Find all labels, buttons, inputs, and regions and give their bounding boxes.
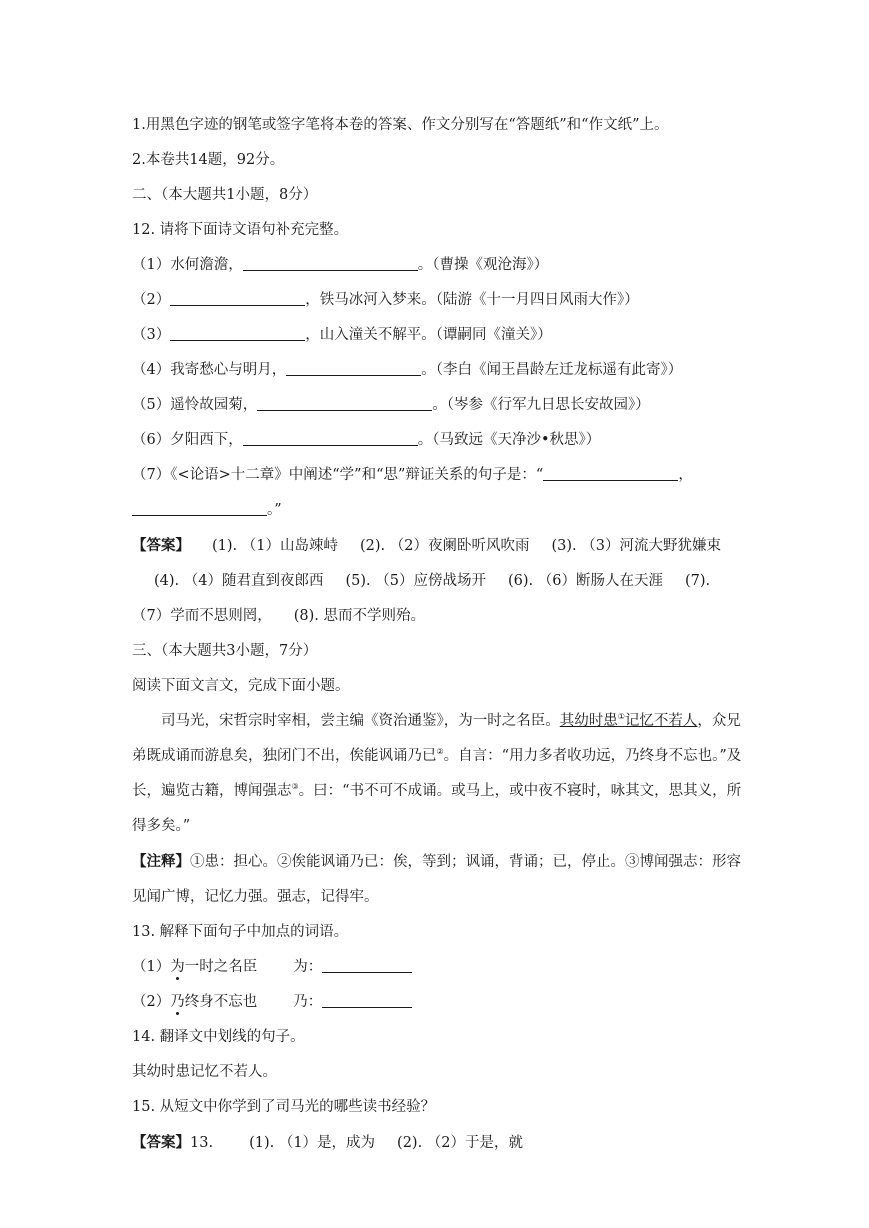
answer-blank [170,291,305,307]
q12-item-7 [132,458,742,493]
q13-item-2 [132,985,742,1020]
q12-item-7-end: 。” [267,502,282,518]
answer-blank [170,326,305,342]
q12-item-7-comma: ， [678,467,693,483]
answer-blank [322,958,412,974]
answer-part-7: (7). （7）学而不思则罔， [132,573,711,624]
answer-blank [243,256,418,272]
answer-part-2: (2). （2）夜阑卧听风吹雨 [359,538,530,554]
q12-item-2 [132,283,742,318]
answer-number: 13. [190,1135,214,1151]
q13-item-2-text: 终身不忘也 [184,994,258,1010]
q12-item-7-cont [132,493,742,528]
answer-blank [543,466,678,482]
classical-passage [132,704,742,844]
instruction-1: 1.用黑色字迹的钢笔或签字笔将本卷的答案、作文分别写在“答题纸”和“作文纸”上。 [132,117,669,133]
q12-item-6-source: 。（马致远《天净沙•秋思》） [417,432,601,448]
answer-blank [322,993,412,1009]
answer-part-6: (6). （6）断肠人在天涯 [507,573,663,589]
notes-text: ①患：担心。②俟能讽诵乃已：俟，等到；讽诵，背诵；已，停止。③博闻强志：形容见闻广博，记忆力强。强志，记得牢。 [132,854,741,905]
q12-item-3 [132,318,742,353]
answer-part-1: (1). （1）山岛竦峙 [212,538,338,554]
q12-item-7-text: （7）《<论语>十二章》中阐述“学”和“思”辩证关系的句子是：“ [132,467,544,483]
answer-label: 【答案】 [132,537,190,554]
q12-item-4-source: 。（李白《闻王昌龄左迁龙标遥有此寄》） [421,362,683,378]
underlined-part-1: 其幼时患 [559,713,618,729]
answer-part-4: (4). （4）随君直到夜郎西 [154,573,324,589]
answer-part-1: (1). （1）是，成为 [249,1135,376,1151]
notes [132,844,742,915]
answer-blank [257,396,432,412]
q12-item-4-text: （4）我寄愁心与明月， [132,362,287,378]
q12-item-6-text: （6）夕阳西下， [132,432,243,448]
answer-part-8: (8). 思而不学则殆。 [293,608,425,624]
section-3-intro: 阅读下面文言文，完成下面小题。 [132,678,350,694]
section-3-heading: 三、（本大题共3小题，7分） [132,643,318,659]
answer-blank [132,501,267,517]
q12-item-3-source: ，山入潼关不解平。（谭嗣同《潼关》） [305,327,552,343]
q12-item-1 [132,248,742,283]
instruction-2: 2.本卷共14题，92分。 [132,152,285,168]
answer-part-2: (2). （2）于是，就 [397,1135,524,1151]
question-13-prompt: 13. 解释下面句子中加点的词语。 [132,924,349,940]
q12-item-2-source: ，铁马冰河入梦来。（陆游《十一月四日风雨大作》） [305,292,639,308]
q12-item-4 [132,353,742,388]
q13-answer [132,1125,742,1161]
passage-text: 。曰：“书不可不成诵。或马上，或中夜不寝时，咏其文，思其义，所得多矣。” [132,783,742,834]
q12-item-1-source: 。（曹操《观沧海》） [417,257,549,273]
q12-item-3-text: （3） [132,327,171,343]
section-2-heading: 二、（本大题共1小题，8分） [132,187,318,203]
passage-text: ，众兄弟既成诵而游息矣，独闭门不出，俟能讽诵乃已 [132,713,741,764]
q12-item-2-text: （2） [132,292,171,308]
underlined-sentence [560,713,698,729]
dotted-word: 乃 [170,994,185,1010]
passage-text: 。自言：“用力多者收功远，乃终身不忘也。”及长，遍览古籍，博闻强志 [132,748,742,799]
q13-item-1-num: （1） [132,959,171,975]
footnote-ref-2: ② [436,747,444,756]
q13-item-2-label: 乃： [293,994,323,1010]
q12-item-5 [132,388,742,423]
passage-text: 司马光，宋哲宗时宰相，尝主编《资治通鉴》，为一时之名臣。 [161,713,560,729]
q13-item-1 [132,950,742,985]
question-15-prompt: 15. 从短文中你学到了司马光的哪些读书经验？ [132,1099,436,1115]
underlined-part-2: 记忆不若人 [624,713,698,729]
answer-label: 【答案】 [132,1134,190,1151]
q13-item-2-num: （2） [132,994,171,1010]
q13-item-1-label: 为： [293,959,323,975]
question-14-prompt: 14. 翻译文中划线的句子。 [132,1029,305,1045]
footnote-ref-1: ① [617,712,625,721]
footnote-ref-3: ③ [291,782,299,791]
q12-item-5-text: （5）遥怜故园菊， [132,397,258,413]
answer-blank [243,431,418,447]
document-body [132,108,742,1161]
question-12-prompt: 12. 请将下面诗文语句补充完整。 [132,222,349,238]
answer-blank [286,361,421,377]
q12-item-5-source: 。（岑参《行军九日思长安故园》） [432,397,650,413]
question-14-sentence: 其幼时患记忆不若人。 [132,1064,277,1080]
q12-item-6 [132,423,742,458]
notes-label: 【注释】 [132,853,190,870]
q12-answer [132,528,742,634]
q13-item-1-text: 一时之名臣 [184,959,258,975]
dotted-word: 为 [170,959,185,975]
answer-part-5: (5). （5）应傍战场开 [345,573,486,589]
q12-item-1-text: （1）水何澹澹， [132,257,243,273]
answer-part-3: (3). （3）河流大野犹嫌束 [551,538,721,554]
